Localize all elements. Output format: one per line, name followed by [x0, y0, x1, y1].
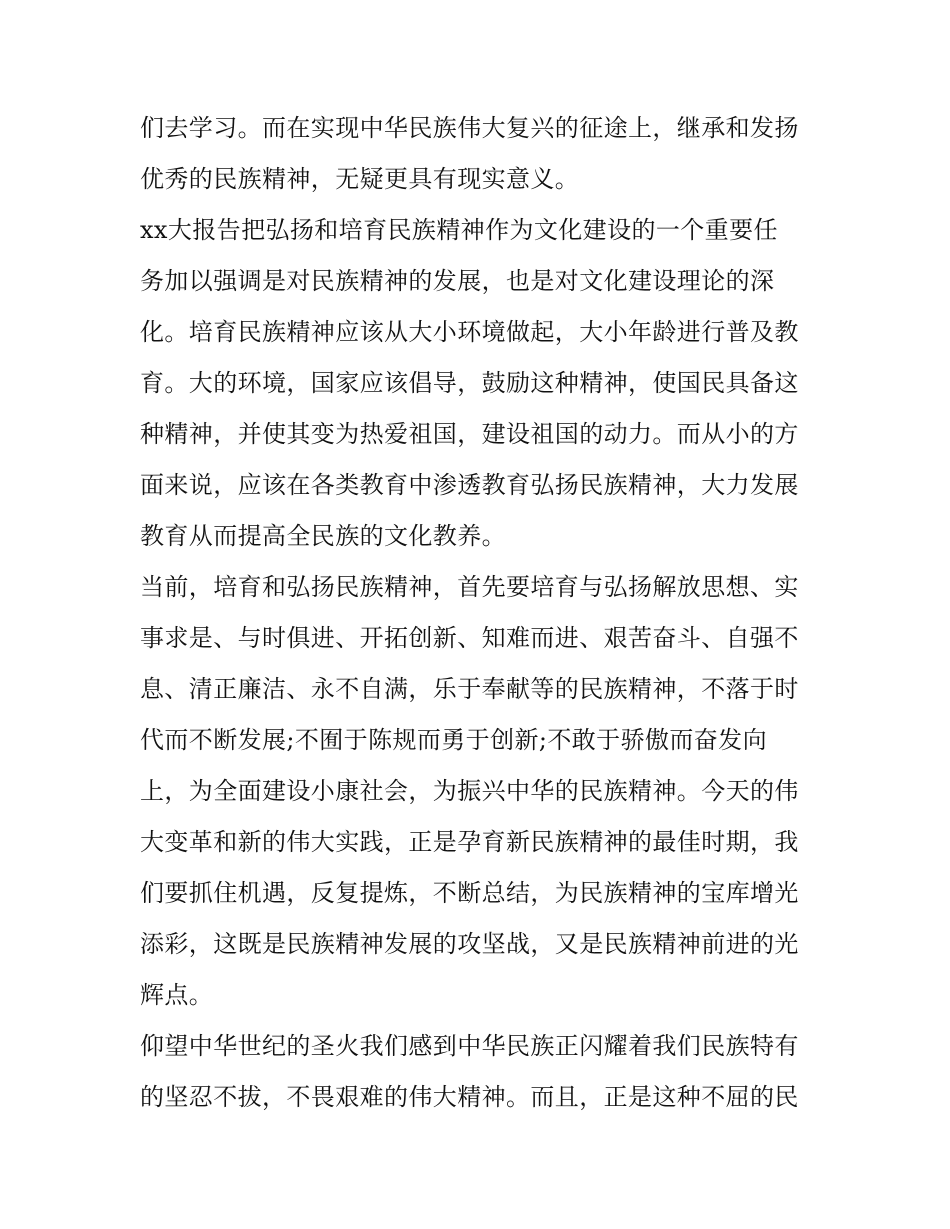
text-line: xx大报告把弘扬和培育民族精神作为文化建设的一个重要任 [140, 216, 778, 244]
text-line: 上，为全面建设小康社会，为振兴中华的民族精神。今天的伟 [140, 777, 799, 805]
text-line: 面来说，应该在各类教育中渗透教育弘扬民族精神，大力发展 [140, 471, 799, 499]
text-line: 育。大的环境，国家应该倡导，鼓励这种精神，使国民具备这 [140, 369, 799, 397]
text-line: 优秀的民族精神，无疑更具有现实意义。 [140, 165, 580, 193]
text-line: 仰望中华世纪的圣火我们感到中华民族正闪耀着我们民族特有 [140, 1032, 799, 1060]
text-line: 们去学习。而在实现中华民族伟大复兴的征途上，继承和发扬 [140, 114, 799, 142]
body-text [140, 103, 820, 1123]
text-line: 息、清正廉洁、永不自满，乐于奉献等的民族精神，不落于时 [140, 675, 799, 703]
text-line: 事求是、与时俱进、开拓创新、知难而进、艰苦奋斗、自强不 [140, 624, 799, 652]
text-line: 代而不断发展;不囿于陈规而勇于创新;不敢于骄傲而奋发向 [140, 726, 767, 754]
text-line: 们要抓住机遇，反复提炼，不断总结，为民族精神的宝库增光 [140, 879, 799, 907]
text-line: 教育从而提高全民族的文化教养。 [140, 522, 506, 550]
text-line: 的坚忍不拔，不畏艰难的伟大精神。而且，正是这种不屈的民 [140, 1083, 799, 1111]
text-line: 添彩，这既是民族精神发展的攻坚战，又是民族精神前进的光 [140, 930, 799, 958]
text-line: 种精神，并使其变为热爱祖国，建设祖国的动力。而从小的方 [140, 420, 799, 448]
text-line: 当前，培育和弘扬民族精神，首先要培育与弘扬解放思想、实 [140, 573, 799, 601]
text-line: 大变革和新的伟大实践，正是孕育新民族精神的最佳时期，我 [140, 828, 799, 856]
text-line: 务加以强调是对民族精神的发展，也是对文化建设理论的深 [140, 267, 775, 295]
text-line: 辉点。 [140, 981, 214, 1009]
text-line: 化。培育民族精神应该从大小环境做起，大小年龄进行普及教 [140, 318, 799, 346]
